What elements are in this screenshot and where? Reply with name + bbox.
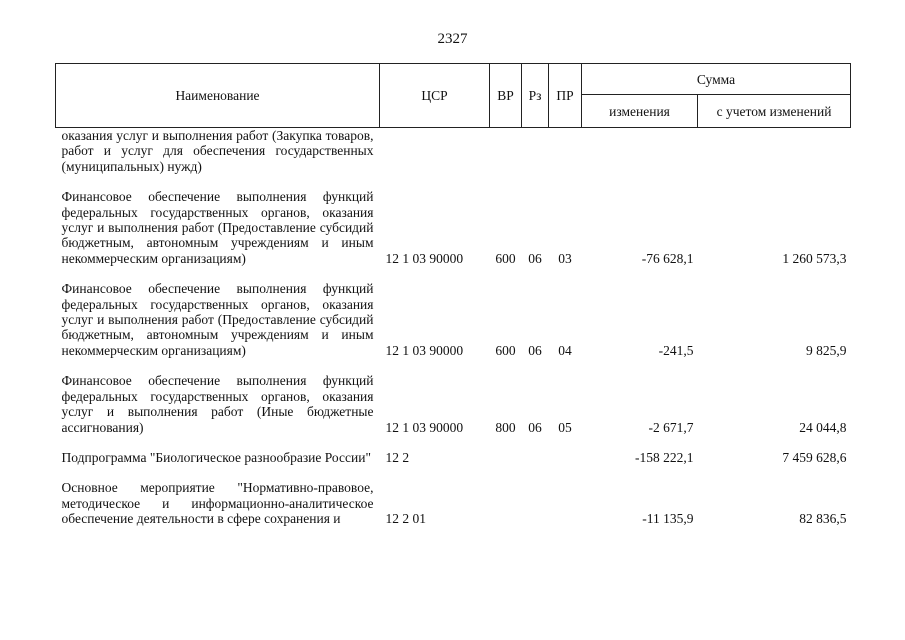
- row-pr: 05: [558, 419, 572, 435]
- row-pr: 03: [558, 250, 572, 266]
- row-pr: [549, 128, 582, 175]
- header-name: Наименование: [56, 64, 380, 128]
- table-row: [56, 174, 851, 266]
- row-change: -241,5: [658, 342, 694, 358]
- row-change: -11 135,9: [642, 511, 694, 527]
- row-pr: 04: [558, 342, 572, 358]
- row-total: 9 825,9: [806, 342, 847, 358]
- row-name: Финансовое обеспечение выполнения функций федеральных государственных органов, оказания услуг и выполнения работ (Предоставление субсидий бюджетным, автономным учреждениям и иным некоммерческим организациям): [61, 281, 374, 358]
- row-csr: 12 1 03 90000: [385, 250, 464, 266]
- header-csr: ЦСР: [380, 64, 490, 128]
- row-total: [698, 128, 851, 175]
- row-name: Основное мероприятие "Нормативно-правовое, методическое и информационно-аналитическое обеспечение деятельности в сфере сохранения и: [61, 480, 374, 527]
- row-name: оказания услуг и выполнения работ (Закупка товаров, работ и услуг для обеспечения государственных (муниципальных) нужд): [61, 128, 374, 174]
- row-name: Подпрограмма "Биологическое разнообразие России": [61, 449, 371, 465]
- header-sum: Сумма: [582, 64, 851, 95]
- table-row: [56, 266, 851, 358]
- row-name: Финансовое обеспечение выполнения функций федеральных государственных органов, оказания услуг и выполнения работ (Предоставление субсидий бюджетным, автономным учреждениям и иным некоммерческим организациям): [61, 189, 374, 266]
- table-header: [56, 64, 851, 128]
- row-rz: 06: [528, 419, 542, 435]
- row-rz: 06: [528, 342, 542, 358]
- table-body: [56, 128, 851, 527]
- row-name: Финансовое обеспечение выполнения функций федеральных государственных органов, оказания услуг и выполнения работ (Иные бюджетные ассигнования): [61, 373, 374, 435]
- row-total: 7 459 628,6: [782, 449, 847, 465]
- row-total: 82 836,5: [799, 511, 847, 527]
- row-vr: 600: [495, 250, 516, 266]
- table-row: [56, 358, 851, 435]
- row-vr: 600: [495, 342, 516, 358]
- row-change: -158 222,1: [635, 449, 694, 465]
- row-rz: 06: [528, 250, 542, 266]
- table-row: [56, 465, 851, 526]
- header-vr: ВР: [490, 64, 522, 128]
- row-csr: 12 2: [385, 449, 410, 465]
- row-pr: [549, 435, 582, 465]
- row-rz: [522, 435, 549, 465]
- row-change: -2 671,7: [648, 419, 694, 435]
- row-total: 24 044,8: [799, 419, 847, 435]
- row-vr: [490, 465, 522, 526]
- row-vr: [490, 128, 522, 175]
- row-csr: 12 1 03 90000: [385, 342, 464, 358]
- row-change: -76 628,1: [641, 250, 694, 266]
- row-rz: [522, 128, 549, 175]
- page-number: 2327: [437, 31, 468, 47]
- table-row: [56, 128, 851, 175]
- header-change: изменения: [582, 95, 698, 128]
- row-total: 1 260 573,3: [782, 250, 847, 266]
- header-rz: Рз: [522, 64, 549, 128]
- row-pr: [549, 465, 582, 526]
- row-csr: 12 2 01: [385, 511, 426, 527]
- row-csr: 12 1 03 90000: [385, 419, 464, 435]
- header-total: с учетом изменений: [698, 95, 851, 128]
- row-csr: [380, 128, 490, 175]
- table-row: [56, 435, 851, 465]
- budget-table: [55, 63, 851, 527]
- row-change: [582, 128, 698, 175]
- row-rz: [522, 465, 549, 526]
- row-vr: 800: [495, 419, 516, 435]
- row-vr: [490, 435, 522, 465]
- header-pr: ПР: [549, 64, 582, 128]
